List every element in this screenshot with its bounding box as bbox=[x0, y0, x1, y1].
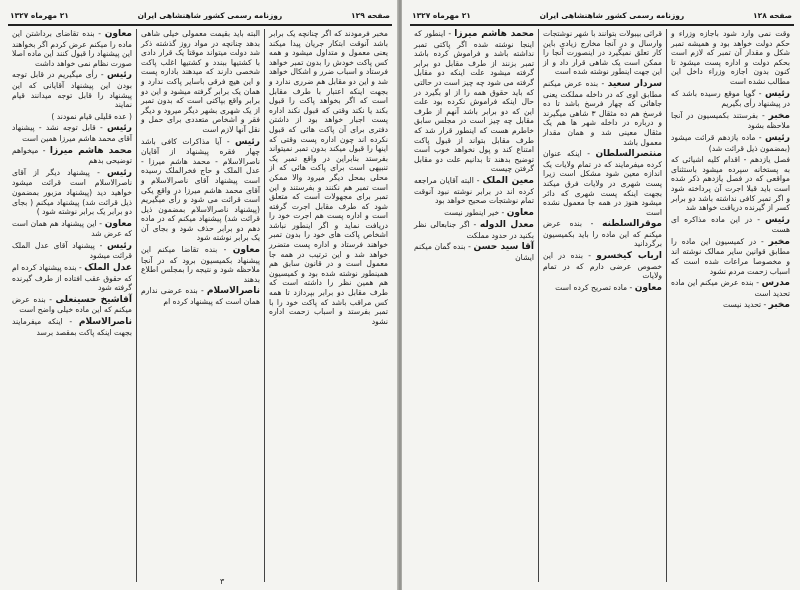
paragraph bbox=[671, 89, 790, 109]
speaker-name: رئیس bbox=[107, 240, 132, 251]
paragraph bbox=[671, 215, 790, 235]
newspaper-title: روزنامه رسمی کشور شاهنشاهی ایران bbox=[137, 10, 283, 20]
paragraph bbox=[12, 317, 132, 337]
page-header bbox=[412, 8, 792, 22]
paragraph-text: - بفرستند بکمیسیون در آنجا ملاحظه بشود bbox=[671, 110, 790, 131]
columns bbox=[8, 29, 392, 582]
page-header bbox=[10, 8, 390, 22]
paragraph-text: - اینکه عنوان کرده میفرمایند که در تمام ولایات یک اندازه معین شود مشکل است زیرا پست شهری در ولایات فرق میکند بجهت اینکه پست شهری که دائر میشود هنوز در همه جا معمول نشده است bbox=[543, 149, 662, 217]
speaker-name: منتصرالسلطان bbox=[595, 149, 662, 160]
paragraph bbox=[543, 149, 662, 217]
speaker-name: مخبر bbox=[768, 110, 790, 121]
newspaper-page-left bbox=[0, 0, 398, 590]
paragraph bbox=[543, 29, 662, 77]
speaker-name: معین الملک bbox=[482, 175, 535, 186]
header-rule bbox=[8, 24, 392, 26]
paragraph bbox=[414, 29, 534, 174]
paragraph-text: - بنده عرض میکنم این ماده تحدید است bbox=[671, 278, 790, 298]
speaker-name: معاون bbox=[634, 282, 662, 293]
page-number: صفحه ۱۲۹ bbox=[351, 10, 390, 20]
text-column bbox=[410, 29, 538, 582]
paragraph-text: - ماده تصریح کرده است bbox=[555, 282, 635, 292]
paragraph-text: - اینطور که اینجا نوشته شده اگر پاکتی تمبر نداشته باشد و فراموش کرده باشد تمبر بزنند از طرف مقابل دو برابر گرفته میشود علت اینکه دو مقابل گرفته می شود چه چیز است در حالتی که باید حقوق همه را از او بگیرد در حال اینکه فراموش نکرده بود علت این که دو برابر باشد آنهم از طرف مقابل چه چیز است در مجلس سابق خاطرم هست که اینطور قرار شد که طرف مقابل بتواند از قبول پاکت امتناع کند و پول نخواهد خوب است توضیح بدهند تا بدانیم علت دو مقابل گرفتن چیست bbox=[414, 29, 534, 174]
speaker-name: رئیس bbox=[235, 136, 260, 147]
speaker-name: آقا سید حسن bbox=[473, 242, 535, 253]
paragraph bbox=[671, 155, 790, 213]
paragraph-text: فصل یازدهم - اقدام کلیه اشیائی که به پستخانه سپرده میشود باستثنای مواقعی که در فصل یازدهم ذکر شده است باید قبلا اجرت آن پرداخته شود و اگر تمبر کافی نداشته باشد دو برابر کسر از گیرنده دریافت خواهد شد bbox=[671, 155, 790, 213]
paragraph bbox=[141, 29, 260, 135]
paragraph-text: ( عده قلیلی قیام نمودند ) bbox=[51, 111, 132, 121]
paragraph bbox=[671, 111, 790, 131]
paragraph bbox=[12, 146, 132, 166]
issue-date: ۲۱ مهرماه ۱۳۲۷ bbox=[412, 10, 471, 20]
paragraph-text: - در کمیسیون این ماده را مطابق قوانین سایر ممالک نوشته اند و مخصوصا مراعات شده است که اسباب زحمت مردم نشود bbox=[671, 236, 790, 276]
paragraph-text: - این پیشنهاد هم همان است که عرض شد bbox=[12, 218, 132, 239]
paragraph bbox=[141, 245, 260, 284]
paragraph-text: - بنده پیشنهاد کرده ام که حقوق عقب افتاده از طرف گیرنده گرفته شود bbox=[12, 263, 132, 293]
speaker-name: معاون bbox=[232, 245, 260, 256]
speaker-name: رئیس bbox=[765, 214, 790, 225]
speaker-name: ناصرالاسلام bbox=[78, 317, 132, 328]
text-column bbox=[264, 29, 392, 582]
paragraph bbox=[269, 29, 388, 326]
paragraph bbox=[414, 220, 534, 240]
header-rule bbox=[410, 24, 794, 26]
paragraph bbox=[12, 70, 132, 109]
speaker-name: مدرس bbox=[761, 278, 790, 289]
paragraph bbox=[141, 137, 260, 244]
paragraph bbox=[671, 133, 790, 153]
newspaper-page-right bbox=[402, 0, 800, 590]
paragraph bbox=[12, 241, 132, 261]
paragraph bbox=[543, 283, 662, 294]
paragraph bbox=[414, 242, 534, 262]
speaker-name: ارباب کیخسرو bbox=[596, 251, 662, 262]
paragraph bbox=[12, 295, 132, 315]
paragraph bbox=[414, 176, 534, 206]
speaker-name: معاون bbox=[104, 29, 132, 39]
speaker-name: ناصرالاسلام bbox=[206, 286, 260, 297]
paragraph bbox=[671, 278, 790, 298]
paragraph-text: - رأی میگیریم در قابل توجه بودن این پیشنهاد آقایانی که این پیشنهاد را قابل توجه میدانند قیام نمایند bbox=[12, 70, 132, 110]
paragraph bbox=[12, 168, 132, 217]
speaker-name: رئیس bbox=[107, 70, 132, 81]
paragraph bbox=[671, 300, 790, 311]
speaker-name: رئیس bbox=[107, 167, 132, 178]
paragraph-text: - بنده عرض میکنم که این ماده را باید بکمیسیون برگردانید bbox=[543, 219, 662, 249]
newspaper-title: روزنامه رسمی کشور شاهنشاهی ایران bbox=[539, 10, 685, 20]
paragraph-text: - پیشنهاد دیگر از آقای ناصرالاسلام است قرائت میشود خواهید دید (پیشنهاد مزبور بمضمون ذیل قرائت شد) پیشنهاد میکنم ( بجای دو برابر یک برابر نوشته شود ) bbox=[12, 167, 132, 217]
paragraph-text: - اینکه میفرمایند بجهت اینکه پاکت بمقصد برسد bbox=[12, 317, 132, 337]
text-column bbox=[538, 29, 666, 582]
paragraph bbox=[12, 112, 132, 122]
paragraph-text: - در این ماده مذاکره ای هست bbox=[671, 214, 790, 235]
paragraph-text: - بنده عرض میکنم که این ماده خیلی واضح است bbox=[12, 294, 132, 315]
paragraph-text: - خیر اینطور نیست bbox=[444, 207, 507, 217]
paragraph bbox=[543, 251, 662, 281]
paragraph-text: - بنده عرضی ندارم همان است که پیشنهاد کرده ام bbox=[141, 286, 260, 307]
paragraph-text: - بنده در این خصوص عرضی دارم که در تمام ولایات bbox=[543, 251, 662, 281]
paragraph-text: - تحدید نیست bbox=[722, 300, 769, 310]
speaker-name: محمد هاشم میرزا bbox=[49, 145, 132, 156]
text-column bbox=[136, 29, 264, 582]
issue-date: ۲۱ مهرماه ۱۳۲۷ bbox=[10, 10, 69, 20]
paragraph-text: - البته آقایان مراجعه کرده اند در برابر نوشته نبود آنوقت تمام نوشتجات صحیح خواهد بود bbox=[414, 175, 534, 206]
speaker-name: رئیس bbox=[765, 132, 790, 143]
speaker-name: عدل الملک bbox=[84, 263, 132, 274]
paragraph bbox=[12, 219, 132, 239]
speaker-name: رئیس bbox=[765, 88, 790, 99]
paragraph bbox=[543, 79, 662, 147]
page-number: صفحه ۱۲۸ bbox=[753, 10, 792, 20]
paragraph-text: - بنده گمان میکنم ایشان bbox=[414, 242, 534, 263]
speaker-name: آقاشیخ حسینعلی bbox=[55, 294, 132, 305]
speaker-name: معاون bbox=[506, 207, 534, 218]
columns bbox=[410, 29, 794, 582]
paragraph-text: - اگر جنابعالی نظر بکنید در حدود مملکت bbox=[414, 220, 534, 240]
speaker-name: محمد هاشم میرزا bbox=[454, 29, 534, 39]
paragraph bbox=[414, 208, 534, 219]
speaker-name: معدل الدوله bbox=[479, 220, 534, 231]
paragraph-text: - بنده عرض میکنم مطابق اوی که در داخله مملکت یعنی جاهائی که چهار فرسخ باشد تا ده فرسخ هم ده مثقال ۳ شاهی میگیرند و درباره در داخله شهر ها هم یک مثقال معینی شد و همان مقدار معمول باشد bbox=[543, 78, 662, 147]
speaker-name: مخبر bbox=[768, 300, 790, 311]
speaker-name: مخبر bbox=[768, 236, 790, 247]
paragraph-text: - قابل توجه نشد - پیشنهاد آقای محمد هاشم میرزا همین است bbox=[12, 123, 132, 143]
paragraph bbox=[12, 263, 132, 293]
paragraph-text: قرائی بیبولات بتوانند با شهر نوشتجات وارسال و در آنجا مخارج زیادی باین کار تعلق نمیگیرد در اینصورت آنجا را ممکن است یک شاهی قرار داد و از این جهت اینطور نوشته شده است bbox=[543, 29, 662, 77]
paragraph-text: - پیشنهاد آقای عدل الملک قرائت میشود bbox=[12, 240, 132, 261]
paragraph bbox=[671, 237, 790, 276]
paragraph bbox=[543, 219, 662, 249]
text-column bbox=[8, 29, 136, 582]
paragraph-text: مخبر فرمودند که اگر چنانچه یک برابر باشد آنوقت ابتکار جریان پیدا میکند یعنی معمول و متداول میشود و همه کس پاکت خودش را بدون تمبر خواهد فرستاد و اسباب ضرر و اشکال خواهد شد و این دو مقابل هم ضرری ندارد و بجهت اینکه اعتبار با طرف مقابل است که اگر بخواهد پاکت را قبول بکند یا نکند وقتی که قبول نکند اداره پست اجبار خواهد بود از داشتن دفتری برای آن پاکت هائی که قبول نکرده اند چون اداره پست وقتی که اینها را قبول میکند بدون تمبر نمیتواند بفرستد بنابراین در واقع تمبر یک تنبیهی است برای پاکت هائی که از محلی بمحل دیگر میرود والا ممکن است تمبر هم نکنند و بفرستند و این تمبر برای مجهولات است که متعلق شود که طرف مقابل اجرت گرفته است و اداره پست هم اجرت خود را دریافت نماید و اگر اینطور نباشد اشخاص پاکت های خود را بدون تمبر خواهند فرستاد و اداره پست متضرر خواهد شد و این ترتیب در همه جا معمول است و در قانون سابق هم همینطور نوشته شده بود و کمیسیون هم همین نظر را داشته است که طرف مقابل دو برابر بپردازد تا همه کس مراقب باشد که پاکت خود را با تمبر بفرستد و اسباب زحمت اداره نشود bbox=[269, 29, 388, 326]
text-column bbox=[666, 29, 794, 582]
speaker-name: رئیس bbox=[107, 123, 132, 134]
folio-mark: ۳ bbox=[220, 577, 225, 586]
paragraph-text: - ماده یازدهم قرائت میشود (بمضمون ذیل قرائت شد) bbox=[671, 132, 790, 153]
paragraph-text: وقت نمی وارد شود باجازه وزراء و حکم دولت خواهد بود و همیشه تمبر شکل و مقدار آن تمبر که لازم است بحکم دولت و اداره پست میشود تا کنون بدون اجازه وزراء داخل این مطالب نشده است bbox=[671, 29, 790, 86]
speaker-name: معاون bbox=[104, 218, 132, 229]
speaker-name: سردار سعید bbox=[607, 78, 662, 89]
paragraph-text: - میخواهم توضیحی بدهم bbox=[12, 145, 132, 166]
paragraph bbox=[141, 286, 260, 306]
paragraph-text: - آیا مذاکرات کافی باشد چهار فقره پیشنهاد از آقایان ناصرالاسلام - محمد هاشم میرزا - عدل الملک و حاج فخرالملک رسیده است پیشنهاد آقای ناصرالاسلام و آقای محمد هاشم میرزا در واقع یکی است قرائت می شود و رأی میگیریم (پیشنهاد ناصرالاسلام بمضمون ذیل قرائت شد) پیشنهاد میکنم که در ماده دهم دو برابر حذف شود و بجای آن یک برابر نوشته شود bbox=[141, 136, 260, 243]
paragraph bbox=[12, 29, 132, 68]
paragraph-text: - بنده تقاضا میکنم این پیشنهاد بکمیسیون برود که در آنجا ملاحظه شود و نتیجه را بمجلس اطلاع بدهند bbox=[141, 245, 260, 284]
paragraph-text: - بنده تقاضای برداشتن این ماده را میکنم عرض کردم اگر بخواهند این پیشنهاد را قبول کنند این ماده اصلا صورت نظام نمی خواهد داشت bbox=[12, 29, 132, 68]
paragraph-text: البته باید بقیمت معمولی خیلی شاهی بدهد چنانچه در مواد روز گذشته ذکر شد دولت میتواند موقتا یک قرار دادی با کشتیها ببندد و کشتیها اغلب پاکت شخصی دارند که میدهند باداره پست و این هیچ فرقی باسایر پاکت ندارد و همان یک برابر گرفته میشود و این دو برابر واقع بپاکتی است که بدون تمبر از یک شهری بشهر دیگر میرود و دیگر فقر و اشخاص متعددی برای حمل و نقل آنها لازم است bbox=[141, 29, 260, 134]
paragraph bbox=[671, 29, 790, 87]
speaker-name: موقرالسلطنه bbox=[602, 219, 662, 230]
paragraph bbox=[12, 123, 132, 143]
paragraph-text: - گویا موقع رسیده باشد که در پیشنهاد رأی بگیریم bbox=[671, 88, 790, 109]
